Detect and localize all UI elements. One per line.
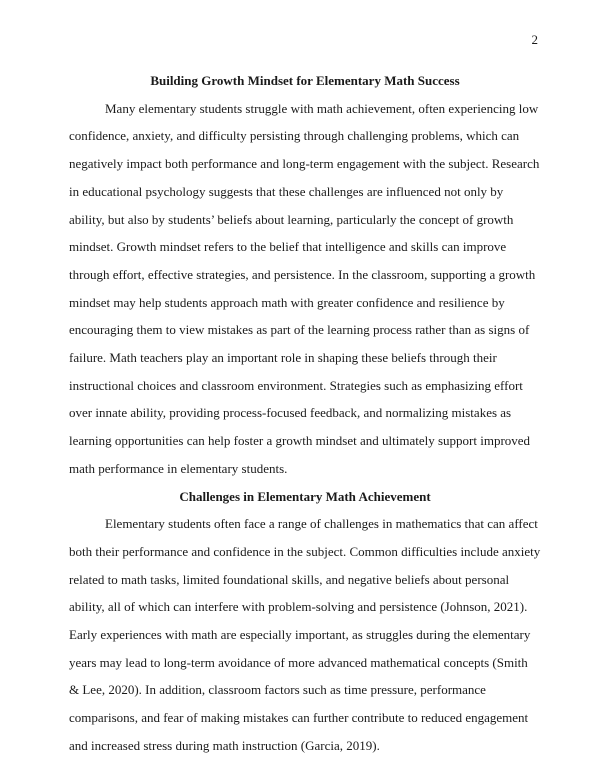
paragraph-introduction: Many elementary students struggle with math achievement, often experiencing low confidence, anxiety, and difficulty persisting through challenging problems, which can negatively impact both performance and long-term engagement with the subject. Research in educational psychology suggests that these challenges are influenced not only by ability, but also by students’ beliefs about learning, particularly the concept of growth mindset. Growth mindset refers to the belief that intelligence and skills can improve through effort, effective strategies, and persistence. In the classroom, supporting a growth mindset may help students approach math with greater confidence and resilience by encouraging them to view mistakes as part of the learning process rather than as signs of failure. Math teachers play an important role in shaping these beliefs through their instructional choices and classroom environment. Strategies such as emphasizing effort over innate ability, providing process-focused feedback, and normalizing mistakes as learning opportunities can help foster a growth mindset and ultimately support improved math performance in elementary students.: [69, 100, 540, 476]
section-heading-growth-mindset: Building Growth Mindset for Elementary Math Success: [150, 73, 460, 88]
document-body: [69, 67, 541, 760]
page-number: 2: [531, 32, 538, 47]
paragraph-challenges: Elementary students often face a range of challenges in mathematics that can affect both their performance and confidence in the subject. Common difficulties include anxiety related to math tasks, limited foundational skills, and negative beliefs about personal ability, all of which can interfere with problem-solving and persistence (Johnson, 2021). Early experiences with math are especially important, as struggles during the elementary years may lead to long-term avoidance of more advanced mathematical concepts (Smith & Lee, 2020). In addition, classroom factors such as time pressure, performance comparisons, and fear of making mistakes can further contribute to reduced engagement and increased stress during math instruction (Garcia, 2019).: [69, 516, 541, 753]
section-heading-challenges: Challenges in Elementary Math Achievement: [179, 488, 431, 504]
